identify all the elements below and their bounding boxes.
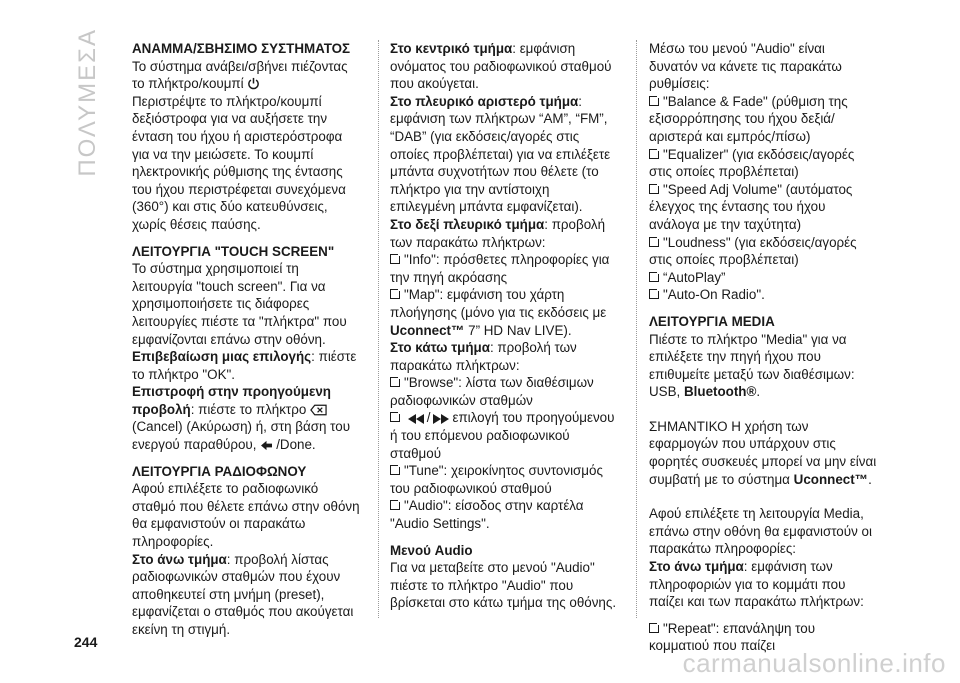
heading-media: ΛΕΙΤΟΥΡΓΙΑ MEDIA bbox=[649, 313, 775, 329]
paragraph: Στο άνω τμήμα: προβολή λίστας ραδιοφωνικών σταθμών που έχουν αποθηκευτεί στη μνήμη (preset), εμφανίζεται ο σταθμός που ακούγεται εκείνη τη στιγμή. bbox=[132, 551, 354, 637]
checkbox-bullet-icon bbox=[390, 412, 400, 422]
heading-radio: ΛΕΙΤΟΥΡΓΙΑ ΡΑΔΙΟΦΩΝΟΥ bbox=[132, 463, 307, 479]
paragraph: Το σύστημα χρησιμοποιεί τη λειτουργία "touch screen". Για να χρησιμοποιήσετε τις διάφορες λειτουργίες πιέστε τα "πλήκτρα" που εμφανίζονται επάνω στην οθόνη. bbox=[132, 261, 347, 347]
list-item: "Repeat": επανάληψη του κομματιού που παίζει bbox=[649, 620, 816, 654]
checkbox-bullet-icon bbox=[649, 149, 659, 159]
checkbox-bullet-icon bbox=[649, 272, 659, 282]
paragraph: Στο κεντρικό τμήμα: εμφάνιση ονόματος του ραδιοφωνικού σταθμού που ακούγεται. bbox=[390, 41, 612, 92]
list-item: "Speed Adj Volume" (αυτόματος έλεγχος της έντασης του ήχου ανάλογα με την ταχύτητα) bbox=[649, 181, 853, 232]
heading-power: ΑΝΑΜΜΑ/ΣΒΗΣΙΜΟ ΣΥΣΤΗΜΑΤΟΣ bbox=[132, 41, 351, 56]
list-item: "Browse": λίστα των διαθέσιμων ραδιοφωνικών σταθμών bbox=[390, 375, 594, 408]
paragraph: Μέσω του μενού "Audio" είναι δυνατόν να κάνετε τις παρακάτω ρυθμίσεις: bbox=[649, 41, 842, 92]
paragraph: Στο άνω τμήμα: εμφάνιση των πληροφοριών για το κομμάτι που παίζει και των παρακάτω πλήκτρων: bbox=[649, 559, 864, 610]
column-2 bbox=[390, 40, 618, 612]
checkbox-bullet-icon bbox=[390, 500, 400, 510]
watermark: carmanualsonline.info bbox=[682, 648, 946, 678]
paragraph: Για να μεταβείτε στο μενού "Audio" πιέστε το πλήκτρο "Audio" που βρίσκεται στο κάτω τμήμα της οθόνης. bbox=[390, 560, 617, 611]
checkbox-bullet-icon bbox=[649, 184, 659, 194]
paragraph: Το σύστημα ανάβει/σβήνει πιέζοντας το πλήκτρο/κουμπί bbox=[132, 58, 348, 92]
paragraph: Επιστροφή στην προηγούμενη προβολή: πιέστε το πλήκτρο (Cancel) (Ακύρωση) ή, στη βάση του ενεργού παραθύρου, /Done. bbox=[132, 384, 351, 453]
list-item: "Balance & Fade" (ρύθμιση της εξισορρόπησης του ήχου δεξιά/αριστερά και εμπρός/πίσω) bbox=[649, 93, 848, 144]
checkbox-bullet-icon bbox=[390, 289, 400, 299]
paragraph: Στο κάτω τμήμα: προβολή των παρακάτω πλήκτρων: bbox=[390, 340, 577, 373]
list-item: "Audio": είσοδος στην καρτέλα "Audio Settings". bbox=[390, 498, 584, 532]
list-item: “AutoPlay” bbox=[649, 269, 877, 287]
seek-next-icon bbox=[433, 414, 449, 424]
seek-previous-icon bbox=[408, 414, 424, 424]
checkbox-bullet-icon bbox=[649, 237, 659, 247]
paragraph: Πιέστε το πλήκτρο "Media" για να επιλέξετε την πηγή ήχου που επιθυμείτε μεταξύ των διαθέσιμων: USB, Bluetooth®. bbox=[649, 331, 855, 400]
list-item: "Equalizer" (για εκδόσεις/αγορές στις οποίες προβλέπεται) bbox=[649, 146, 855, 180]
paragraph: Στο πλευρικό αριστερό τμήμα: εμφάνιση των πλήκτρων “AM”, “FM”, “DAB” (για εκδόσεις/αγορές στις οποίες προβλέπεται) για να επιλέξετε μπάντα συχνοτήτων που θέλετε (το πλήκτρο για την αντίστοιχη επιλεγμένη μπάντα εμφανίζεται). bbox=[390, 93, 611, 215]
list-item: "Loudness" (για εκδόσεις/αγορές στις οποίες προβλέπεται) bbox=[649, 234, 857, 268]
paragraph: Επιβεβαίωση μιας επιλογής: πιέστε το πλήκτρο "OK". bbox=[132, 349, 357, 382]
column-divider bbox=[378, 40, 379, 618]
list-item: "Map": εμφάνιση του χάρτη πλοήγησης (μόνο για τις εκδόσεις με Uconnect™ 7” HD Nav LIVE). bbox=[390, 287, 607, 338]
list-item: "Auto-On Radio". bbox=[649, 286, 877, 304]
heading-touch-screen: ΛΕΙΤΟΥΡΓΙΑ "TOUCH SCREEN" bbox=[132, 243, 335, 259]
checkbox-bullet-icon bbox=[390, 465, 400, 475]
list-item: / επιλογή του προηγούμενου ή του επόμενου ραδιοφωνικού σταθμού bbox=[390, 410, 615, 461]
list-item: "Info": πρόσθετες πληροφορίες για την πηγή ακρόασης bbox=[390, 252, 610, 285]
paragraph: Αφού επιλέξετε τη λειτουργία Media, επάνω στην οθόνη θα εμφανιστούν οι παρακάτω πληροφορίες: bbox=[649, 506, 872, 557]
cancel-key-icon bbox=[310, 404, 327, 416]
paragraph: Στο δεξί πλευρικό τμήμα: προβολή των παρακάτω πλήκτρων: bbox=[390, 216, 606, 250]
column-divider bbox=[636, 40, 637, 618]
paragraph: Αφού επιλέξετε το ραδιοφωνικό σταθμό που θέλετε επάνω στην οθόνη θα εμφανιστούν οι παρακάτω πληροφορίες. bbox=[132, 481, 360, 550]
important-note: ΣΗΜΑΝΤΙΚΟ Η χρήση των εφαρμογών που υπάρχουν στις φορητές συσκευές μπορεί να μην είναι συμβατή με το σύστημα Uconnect™. bbox=[649, 418, 877, 487]
checkbox-bullet-icon bbox=[649, 289, 659, 299]
checkbox-bullet-icon bbox=[390, 254, 400, 264]
back-arrow-icon bbox=[260, 440, 273, 451]
list-item: "Tune": χειροκίνητος συντονισμός του ραδιοφωνικού σταθμού bbox=[390, 463, 603, 496]
power-icon bbox=[247, 77, 260, 90]
checkbox-bullet-icon bbox=[649, 96, 659, 106]
checkbox-bullet-icon bbox=[649, 623, 659, 633]
page-number: 244 bbox=[74, 634, 98, 650]
checkbox-bullet-icon bbox=[390, 377, 400, 387]
column-3 bbox=[649, 40, 877, 655]
heading-audio-menu: Μενού Audio bbox=[390, 542, 473, 558]
paragraph: Περιστρέψτε το πλήκτρο/κουμπί δεξιόστροφα για να αυξήσετε την ένταση του ήχου ή αριστερόστροφα για να την μειώσετε. Το κουμπί ηλεκτρονικής ρύθμισης της έντασης του ήχου περιστρέφεται συνεχόμενα (360°) και στις δύο κατευθύνσεις, χωρίς θέσεις παύσης. bbox=[132, 93, 346, 232]
column-1 bbox=[132, 40, 360, 639]
section-side-tab: ΠΟΛΥΜΕΣΑ bbox=[74, 28, 101, 177]
